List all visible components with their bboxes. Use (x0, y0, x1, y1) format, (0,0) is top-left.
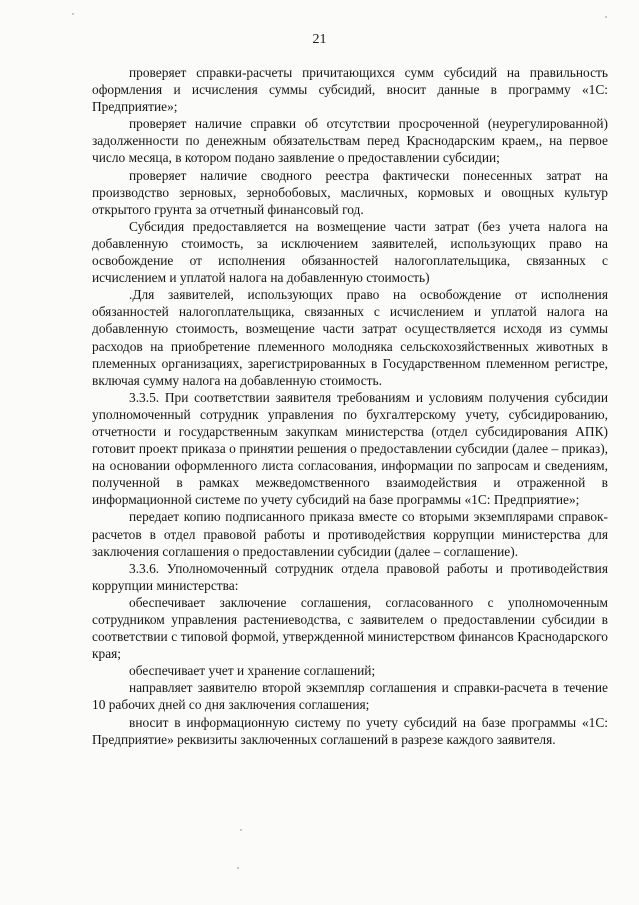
paragraph: проверяет наличие сводного реестра фактически понесенных затрат на производство зерновых, зернобобовых, масличных, кормовых и овощных культур открытого грунта за отчетный финансовый год. (92, 167, 608, 217)
paragraph: 3.3.6. Уполномоченный сотрудник отдела правовой работы и противодействия коррупции министерства: (92, 560, 608, 593)
scan-speck (72, 13, 74, 15)
paragraph: направляет заявителю второй экземпляр соглашения и справки-расчета в течение 10 рабочих дней со дня заключения соглашения; (92, 680, 608, 713)
paragraph: вносит в информационную систему по учету субсидий на базе программы «1С: Предприятие» реквизиты заключенных соглашений в разрезе каждого заявителя. (92, 714, 608, 747)
scan-speck (240, 829, 242, 831)
page-number: 21 (312, 32, 327, 47)
paragraph: проверяет наличие справки об отсутствии просроченной (неурегулированной) задолженности по денежным обязательствам перед Краснодарским краем,, на первое число месяца, в котором подано заявление о предоставлении субсидии; (92, 116, 608, 166)
scan-speck (237, 867, 239, 869)
scan-speck (605, 16, 607, 18)
document-body (92, 64, 608, 748)
paragraph: .Для заявителей, использующих право на освобождение от исполнения обязанностей налогоплательщика, связанных с исчислением и уплатой налога на добавленную стоимость, возмещение части затрат осуществляется исходя из суммы расходов на приобретение племенного молодняка сельскохозяйственных животных в племенных организациях, зарегистрированных в Государственном племенном регистре, включая сумму налога на добавленную стоимость. (92, 287, 608, 388)
paragraph: обеспечивает учет и хранение соглашений; (129, 663, 376, 679)
paragraph: передает копию подписанного приказа вместе со вторыми экземплярами справок-расчетов в отдел правовой работы и противодействия коррупции министерства для заключения соглашения о предоставлении субсидии (далее – соглашение). (92, 509, 608, 559)
paragraph: обеспечивает заключение соглашения, согласованного с уполномоченным сотрудником управления растениеводства, с заявителем о предоставлении субсидии в соответствии с типовой формой, утвержденной министерством финансов Краснодарского края; (92, 594, 608, 662)
paragraph: 3.3.5. При соответствии заявителя требованиям и условиям получения субсидии уполномоченный сотрудник управления по бухгалтерскому учету, субсидированию, отчетности и государственным закупкам министерства (отдел субсидирования АПК) готовит проект приказа о принятии решения о предоставлении субсидии (далее – приказ), на основании оформленного листа согласования, информации по запросам и сведениям, полученной в рамках межведомственного взаимодействия и отраженной в информационной системе по учету субсидий на базе программы «1С: Предприятие»; (92, 389, 608, 508)
paragraph: проверяет справки-расчеты причитающихся сумм субсидий на правильность оформления и исчисления суммы субсидий, вносит данные в программу «1С: Предприятие»; (92, 65, 608, 115)
paragraph: Субсидия предоставляется на возмещение части затрат (без учета налога на добавленную стоимость, за исключением заявителей, использующих право на освобождение от исполнения обязанностей налогоплательщика, связанных с исчислением и уплатой налога на добавленную стоимость) (92, 218, 608, 286)
